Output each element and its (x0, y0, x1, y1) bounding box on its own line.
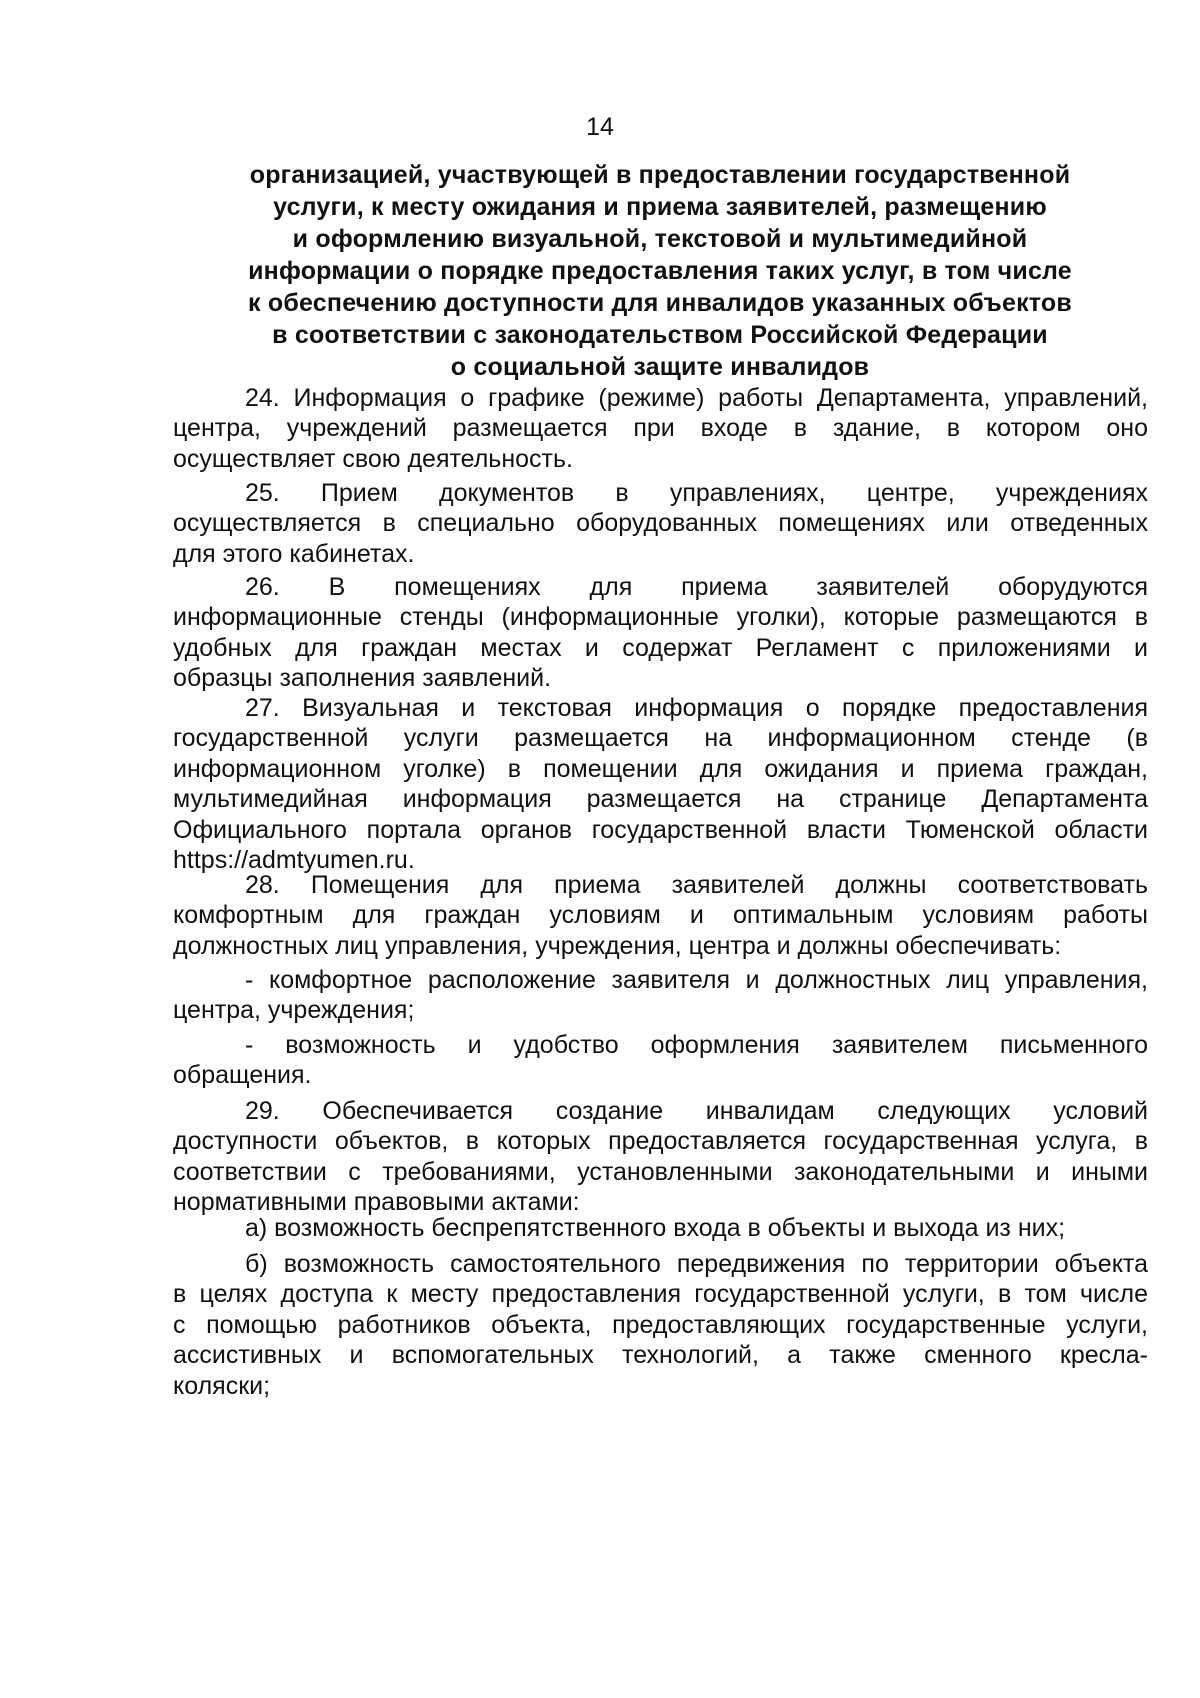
heading-line: о социальной защите инвалидов (450, 353, 870, 381)
paragraph-line: Официального портала органов государственной власти Тюменской области (173, 815, 1148, 844)
paragraph-line: 24. Информация о графике (режиме) работы Департамента, управлений, (245, 384, 1148, 412)
paragraph-line: информационном уголке) в помещении для ожидания и приема граждан, (173, 754, 1148, 783)
paragraph-line: - возможность и удобство оформления заявителем письменного (245, 1031, 1148, 1059)
paragraph-line: 25. Прием документов в управлениях, центре, учреждениях (245, 479, 1148, 507)
heading-line: к обеспечению доступности для инвалидов указанных объектов (248, 289, 1072, 317)
paragraph-line: центра, учреждения; (173, 996, 415, 1025)
paragraph-line: информационные стенды (информационные уголки), которые размещаются в (173, 603, 1148, 632)
paragraph-line: ассистивных и вспомогательных технологий, а также сменного кресла- (173, 1341, 1148, 1370)
paragraph-line: 28. Помещения для приема заявителей должны соответствовать (245, 871, 1148, 899)
paragraph-line: с помощью работников объекта, предоставляющих государственные услуги, (173, 1310, 1148, 1339)
heading-line: информации о порядке предоставления таких услуг, в том числе (248, 257, 1072, 285)
paragraph-line: осуществляется в специально оборудованных помещениях или отведенных (173, 509, 1148, 538)
paragraph-line: мультимедийная информация размещается на странице Департамента (173, 785, 1148, 814)
heading-line: организацией, участвующей в предоставлении государственной (249, 161, 1071, 189)
paragraph-line: 27. Визуальная и текстовая информация о порядке предоставления (245, 694, 1148, 722)
paragraph-line: соответствии с требованиями, установленными законодательными и иными (173, 1157, 1148, 1186)
paragraph-line: обращения. (173, 1061, 312, 1090)
paragraph-line: б) возможность самостоятельного передвижения по территории объекта (245, 1250, 1148, 1278)
paragraph-line: нормативными правовыми актами: (173, 1188, 580, 1217)
heading-line: услуги, к месту ожидания и приема заявителей, размещению (273, 193, 1047, 221)
paragraph-line: в целях доступа к месту предоставления государственной услуги, в том числе (173, 1280, 1148, 1309)
paragraph-line: - комфортное расположение заявителя и должностных лиц управления, (245, 966, 1148, 994)
paragraph-line: https://admtyumen.ru. (173, 846, 415, 874)
paragraph-line: удобных для граждан местах и содержат Регламент с приложениями и (173, 633, 1148, 662)
heading-line: и оформлению визуальной, текстовой и мультимедийной (292, 225, 1028, 253)
page-number: 14 (586, 113, 614, 141)
paragraph-line: должностных лиц управления, учреждения, центра и должны обеспечивать: (173, 931, 1062, 960)
paragraph-line: коляски; (173, 1371, 271, 1400)
paragraph-line: образцы заполнения заявлений. (173, 664, 552, 693)
paragraph-line: 26. В помещениях для приема заявителей оборудуются (245, 573, 1148, 601)
paragraph-line: центра, учреждений размещается при входе в здание, в котором оно (173, 414, 1148, 443)
paragraph-line: осуществляет свою деятельность. (173, 444, 573, 473)
paragraph-line: комфортным для граждан условиям и оптимальным условиям работы (173, 901, 1148, 930)
paragraph-line: для этого кабинетах. (173, 539, 415, 568)
heading-line: в соответствии с законодательством Российской Федерации (272, 321, 1048, 349)
paragraph-line: доступности объектов, в которых предоставляется государственная услуга, в (173, 1127, 1148, 1156)
paragraph-line: 29. Обеспечивается создание инвалидам следующих условий (245, 1097, 1148, 1125)
paragraph-line: а) возможность беспрепятственного входа в объекты и выхода из них; (245, 1214, 1066, 1242)
paragraph-line: государственной услуги размещается на информационном стенде (в (173, 724, 1148, 753)
